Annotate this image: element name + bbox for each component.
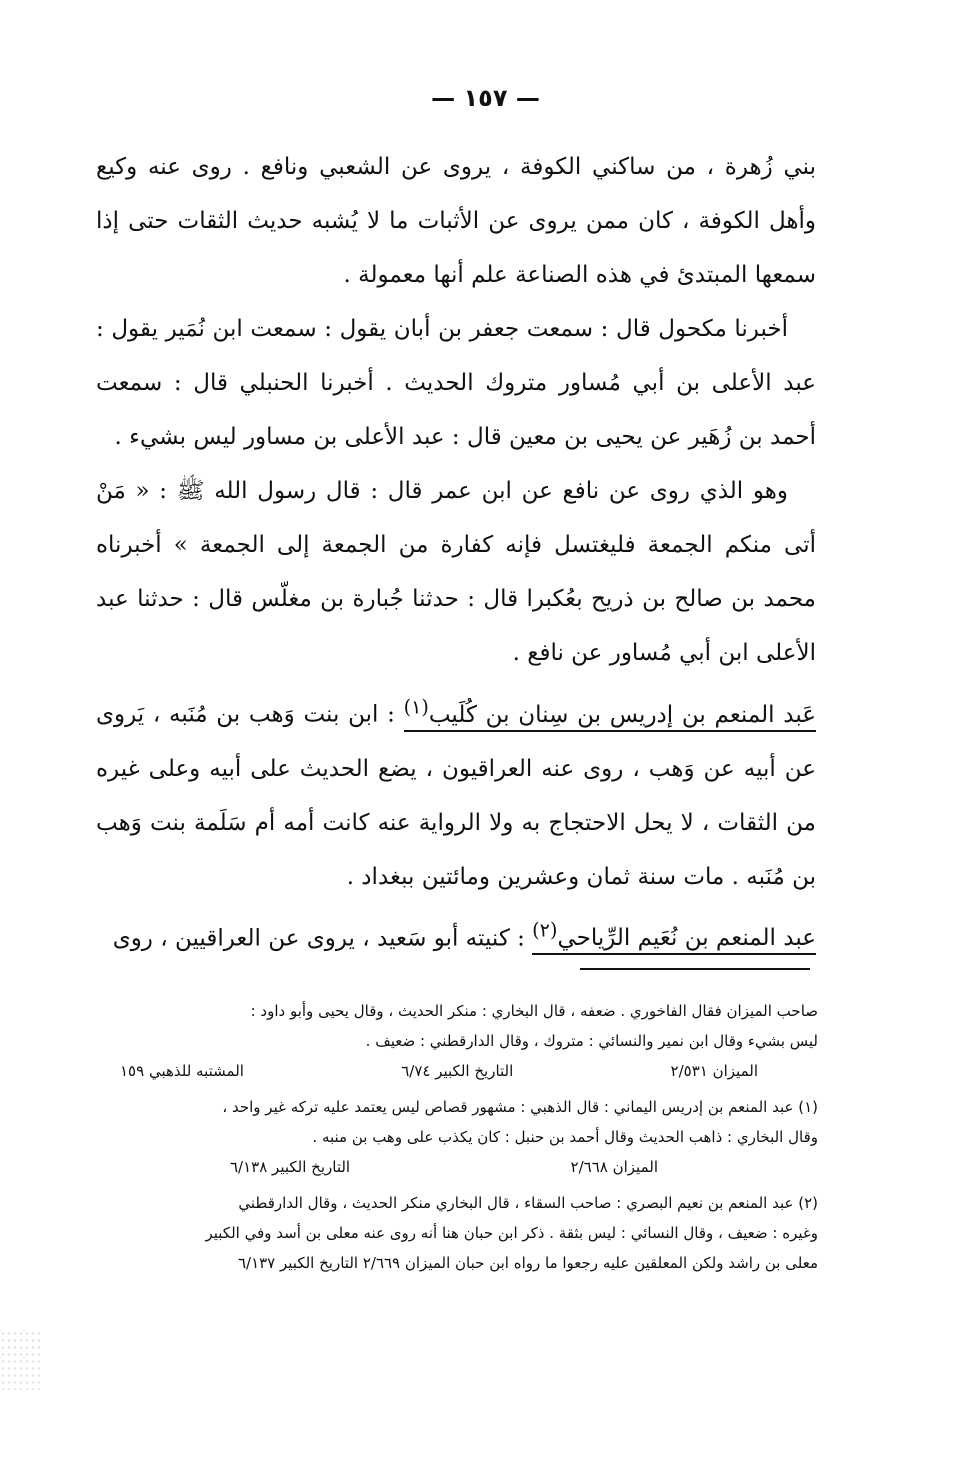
footnote-line: (٢) عبد المنعم بن نعيم البصري : صاحب السقاء ، قال البخاري منكر الحديث ، وقال الدارقطني xyxy=(238,1194,818,1212)
footnotes xyxy=(90,996,818,1284)
entry-abd-al-munim-ibn-idris xyxy=(96,680,816,904)
footnote-2 xyxy=(90,1188,818,1278)
footnote-line: (١) عبد المنعم بن إدريس اليماني : قال الذهبي : مشهور قصاص ليس يعتمد عليه تركه غير واحد ، xyxy=(222,1098,818,1116)
reference: الميزان ٢/٦٦٨ xyxy=(570,1158,658,1176)
footnote-line: وغيره : ضعيف ، وقال النسائي : ليس بثقة . ذكر ابن حبان هنا أنه روى عنه معلى بن أسد وفي الكبير xyxy=(205,1224,818,1242)
footnote-1 xyxy=(90,1092,818,1182)
reference: المشتبه للذهبي ١٥٩ xyxy=(120,1062,244,1080)
entry-abd-al-munim-ibn-nuaym xyxy=(96,904,816,966)
entry-heading: عَبد المنعم بن إدريس بن سِنان بن كُلَيب$^{(١)}$ xyxy=(404,702,816,732)
entry-heading: عبد المنعم بن نُعَيم الرِّياحي$^{(٢)}$ xyxy=(532,925,816,955)
footnote-references xyxy=(90,1152,818,1182)
reference: التاريخ الكبير ٦/١٣٨ xyxy=(230,1158,351,1176)
footnote-marker: (١) xyxy=(403,695,429,718)
footnote-references xyxy=(90,1056,818,1086)
reference: الميزان ٢/٥٣١ xyxy=(670,1062,758,1080)
reference: التاريخ الكبير ٦/٧٤ xyxy=(401,1062,514,1080)
footnote-line: صاحب الميزان فقال الفاخوري . ضعفه ، قال البخاري : منكر الحديث ، وقال يحيى وأبو داود : xyxy=(250,1002,818,1020)
main-text xyxy=(96,140,816,965)
scan-noise xyxy=(0,1330,40,1390)
entry-text: : ابن بنت وَهب بن مُنَبه ، يَروى عن أبيه عن وَهب ، روى عنه العراقيون ، يضع الحديث على أبيه وعلى غيره من الثقات ، لا يحل الاحتجاج به ولا الرواية عنه كانت أمه أم سَلَمة بنت وَهب بن مُنَبه . مات سنة ثمان وعشرين ومائتين ببغداد . xyxy=(96,701,817,890)
footnote-carryover xyxy=(90,996,818,1086)
entry-text: : كنيته أبو سَعيد ، يروى عن العراقيين ، روى xyxy=(112,925,533,952)
paragraph-hadith-jumua: وهو الذي روى عن نافع عن ابن عمر قال : قال رسول الله ﷺ : « مَنْ أتى منكم الجمعة فليغتسل فإنه كفارة من الجمعة إلى الجمعة » أخبرناه محمد بن صالح بن ذريح بعُكبرا قال : حدثنا جُبارة بن مغلّس قال : حدثنا عبد الأعلى ابن أبي مُساور عن نافع . xyxy=(96,478,816,666)
footnote-line: ليس بشيء وقال ابن نمير والنسائي : متروك ، وقال الدارقطني : ضعيف . xyxy=(365,1032,818,1050)
footnote-line: وقال البخاري : ذاهب الحديث وقال أحمد بن حنبل : كان يكذب على وهب بن منبه . xyxy=(312,1128,818,1146)
footnote-separator xyxy=(580,968,810,970)
paragraph-continuation: بني زُهرة ، من ساكني الكوفة ، يروى عن الشعبي ونافع . روى عنه وكيع وأهل الكوفة ، كان ممن يروى عن الأثبات ما لا يُشبه حديث الثقات حتى إذا سمعها المبتدئ في هذه الصناعة علم أنها معمولة . xyxy=(96,154,816,288)
footnote-marker: (٢) xyxy=(532,918,558,942)
page-number: — ١٥٧ — xyxy=(431,84,540,112)
paragraph-makhul: أخبرنا مكحول قال : سمعت جعفر بن أبان يقول : سمعت ابن نُمَير يقول : عبد الأعلى بن أبي مُساور متروك الحديث . أخبرنا الحنبلي قال : سمعت أحمد بن زُهَير عن يحيى بن معين قال : عبد الأعلى بن مساور ليس بشيء . xyxy=(96,316,816,450)
footnote-line: معلى بن راشد ولكن المعلقين عليه رجعوا ما رواه ابن حبان الميزان ٢/٦٦٩ التاريخ الكبير ٦/١٣٧ xyxy=(237,1254,818,1272)
